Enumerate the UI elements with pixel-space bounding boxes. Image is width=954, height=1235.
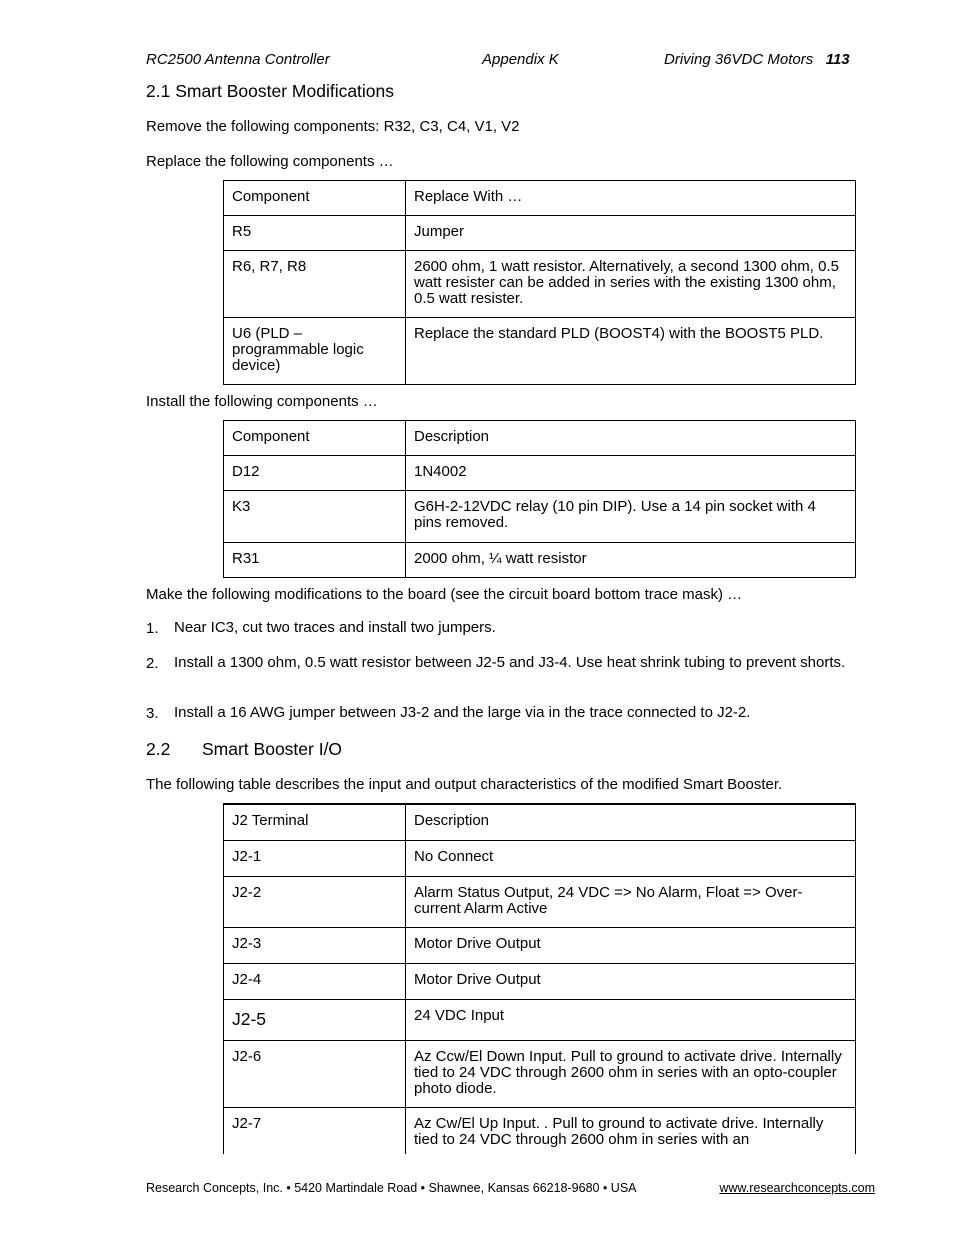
header-left: RC2500 Antenna Controller (146, 51, 330, 68)
table-cell: K3 (224, 491, 406, 543)
table-cell: J2-5 (224, 999, 406, 1040)
table-header-row (224, 421, 856, 456)
table-row (224, 543, 856, 578)
table-cell: J2-1 (224, 840, 406, 876)
io-table (223, 803, 856, 1154)
list-item-number: 3. (146, 705, 159, 722)
table-header-row (224, 181, 856, 216)
header-right (664, 51, 850, 68)
table-row (224, 251, 856, 318)
table-cell: R5 (224, 216, 406, 251)
header-center: Appendix K (482, 51, 559, 68)
table-header-cell: Description (406, 804, 856, 840)
table-cell: J2-3 (224, 927, 406, 963)
table-cell: U6 (PLD – programmable logic device) (224, 318, 406, 385)
table-cell: 2000 ohm, ¼ watt resistor (406, 543, 856, 578)
section-title-2-2: Smart Booster I/O (202, 739, 343, 759)
table-cell: Az Cw/El Up Input. . Pull to ground to activate drive. Internally tied to 24 VDC through 2600 ohm in series with an (406, 1107, 856, 1154)
table-cell: Az Ccw/El Down Input. Pull to ground to activate drive. Internally tied to 24 VDC through 2600 ohm in series with an opto-coupler photo diode. (406, 1040, 856, 1107)
table-cell: No Connect (406, 840, 856, 876)
table-row (224, 491, 856, 543)
table-row (224, 840, 856, 876)
table-header-cell: Description (406, 421, 856, 456)
replace-paragraph: Replace the following components … (146, 153, 394, 170)
table-cell: Motor Drive Output (406, 963, 856, 999)
table-row (224, 1107, 856, 1154)
table-header-row (224, 804, 856, 840)
table-cell: Alarm Status Output, 24 VDC => No Alarm, Float => Over-current Alarm Active (406, 876, 856, 927)
footer-address: Research Concepts, Inc. • 5420 Martindale Road • Shawnee, Kansas 66218-9680 • USA (146, 1181, 637, 1195)
table-row (224, 318, 856, 385)
list-item-text: Near IC3, cut two traces and install two jumpers. (174, 619, 496, 636)
table-cell: G6H-2-12VDC relay (10 pin DIP). Use a 14 pin socket with 4 pins removed. (406, 491, 856, 543)
table-cell: 2600 ohm, 1 watt resistor. Alternatively, a second 1300 ohm, 0.5 watt resister can be added in series with the existing 1300 ohm, 0.5 watt resister. (406, 251, 856, 318)
table-cell: Motor Drive Output (406, 927, 856, 963)
remove-paragraph: Remove the following components: R32, C3, C4, V1, V2 (146, 118, 520, 135)
page-number: 113 (825, 51, 850, 68)
table-cell: R6, R7, R8 (224, 251, 406, 318)
table-row (224, 927, 856, 963)
footer-website-link[interactable]: www.researchconcepts.com (719, 1181, 875, 1195)
table-cell: 1N4002 (406, 456, 856, 491)
list-item-number: 1. (146, 620, 159, 637)
install-table (223, 420, 856, 578)
table-cell: D12 (224, 456, 406, 491)
table-row (224, 216, 856, 251)
mods-paragraph: Make the following modifications to the board (see the circuit board bottom trace mask) … (146, 586, 743, 603)
table-header-cell: Component (224, 181, 406, 216)
section-number-2-2: 2.2 (146, 739, 171, 759)
list-item-text: Install a 1300 ohm, 0.5 watt resistor between J2-5 and J3-4. Use heat shrink tubing to prevent shorts. (174, 654, 846, 671)
install-paragraph: Install the following components … (146, 393, 378, 410)
section-title-2-1: 2.1 Smart Booster Modifications (146, 81, 395, 101)
header-right-title: Driving 36VDC Motors (664, 51, 814, 68)
table-cell: J2-4 (224, 963, 406, 999)
table-row (224, 999, 856, 1040)
replace-table (223, 180, 856, 385)
list-item-text: Install a 16 AWG jumper between J3-2 and the large via in the trace connected to J2-2. (174, 704, 751, 721)
io-intro-paragraph: The following table describes the input and output characteristics of the modified Smart Booster. (146, 776, 783, 793)
table-row (224, 963, 856, 999)
table-cell: 24 VDC Input (406, 999, 856, 1040)
table-header-cell: Component (224, 421, 406, 456)
table-header-cell: Replace With … (406, 181, 856, 216)
table-cell: J2-2 (224, 876, 406, 927)
table-cell: J2-6 (224, 1040, 406, 1107)
table-header-cell: J2 Terminal (224, 804, 406, 840)
table-cell: Replace the standard PLD (BOOST4) with the BOOST5 PLD. (406, 318, 856, 385)
list-item-number: 2. (146, 655, 159, 672)
table-cell: R31 (224, 543, 406, 578)
table-row (224, 456, 856, 491)
table-row (224, 876, 856, 927)
table-row (224, 1040, 856, 1107)
table-cell: J2-7 (224, 1107, 406, 1154)
table-cell: Jumper (406, 216, 856, 251)
